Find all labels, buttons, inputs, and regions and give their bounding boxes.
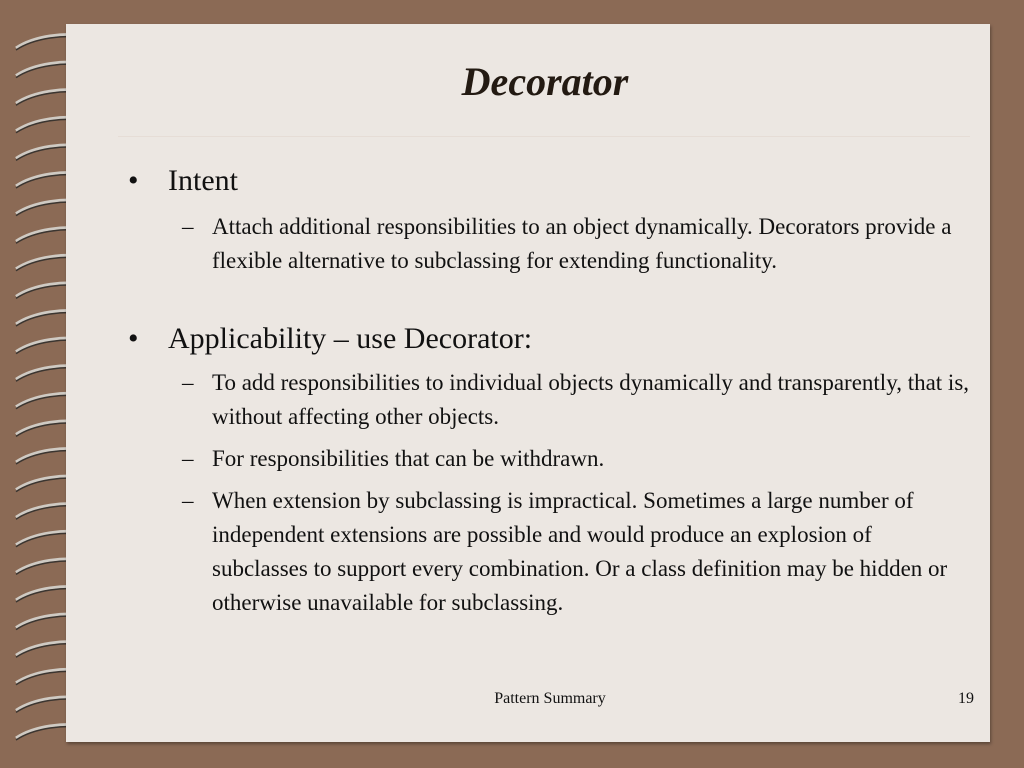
section-heading: Intent <box>168 164 238 197</box>
dash-marker: – <box>182 488 194 513</box>
sub-bullet-text: When extension by subclassing is impractical. Sometimes a large number of independent extensions are possible and would produce an explosion of subclasses to support every combination. Or a class definition may be hidden or otherwise unavailable for subclassing. <box>212 488 948 615</box>
bullet-applicability <box>128 322 533 356</box>
bullet-intent <box>128 164 238 198</box>
bullet-marker: • <box>128 322 139 355</box>
page-number: 19 <box>958 690 974 707</box>
sub-bullet-text: Attach additional responsibilities to an object dynamically. Decorators provide a flexible alternative to subclassing for extending functionality. <box>212 214 952 273</box>
footer-title: Pattern Summary <box>494 690 606 707</box>
sub-bullet-applicability-3 <box>182 484 972 620</box>
dash-marker: – <box>182 370 194 395</box>
slide-title: Decorator <box>461 59 629 104</box>
section-heading: Applicability – use Decorator: <box>168 322 533 355</box>
sub-bullet-text: To add responsibilities to individual objects dynamically and transparently, that is, without affecting other objects. <box>212 370 970 429</box>
dash-marker: – <box>182 214 194 239</box>
bullet-marker: • <box>128 164 139 197</box>
sub-bullet-text: For responsibilities that can be withdrawn. <box>212 446 605 471</box>
sub-bullet-applicability-1 <box>182 366 972 434</box>
dash-marker: – <box>182 446 194 471</box>
sub-bullet-applicability-2 <box>182 442 972 476</box>
title-divider <box>118 136 970 137</box>
sub-bullet-intent-1 <box>182 210 972 278</box>
